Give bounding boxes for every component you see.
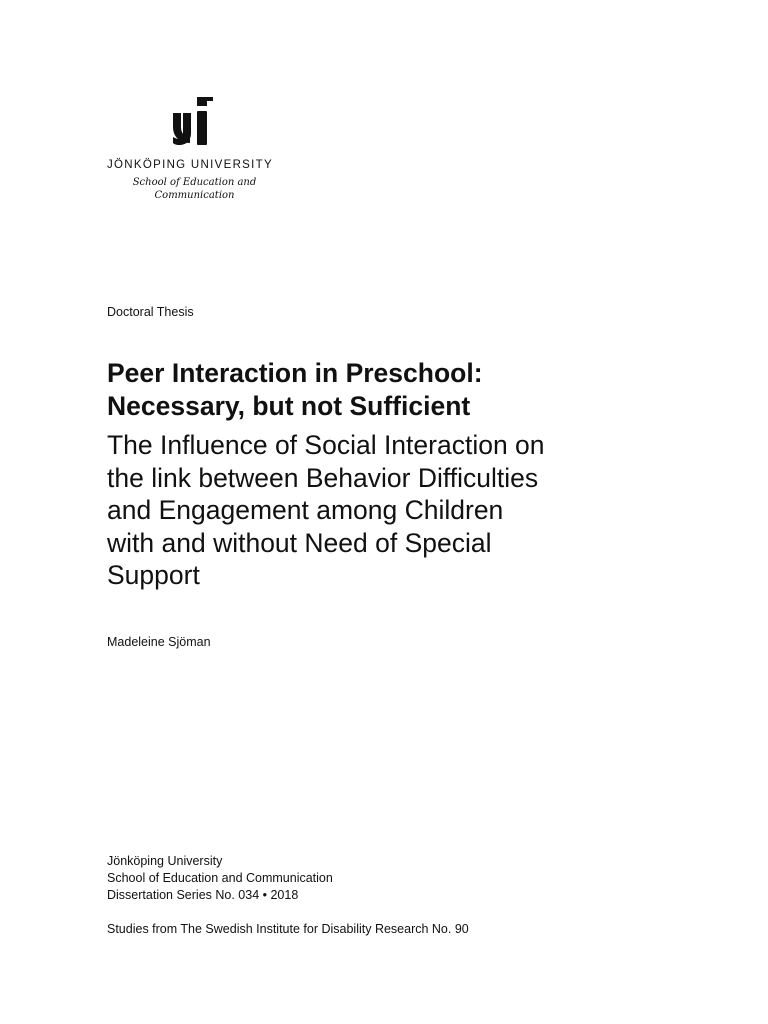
school-name-line: School of Education and (132, 177, 257, 188)
subtitle-line: The Influence of Social Interaction on (107, 430, 545, 460)
subtitle-line: Support (107, 560, 200, 590)
dissertation-series: Dissertation Series No. 034 • 2018 (107, 888, 299, 902)
author-name: Madeleine Sjöman (107, 635, 211, 649)
subtitle-line: with and without Need of Special (107, 527, 492, 558)
title-line: Peer Interaction in Preschool: (107, 358, 483, 388)
thesis-title (107, 357, 667, 423)
publisher-university: Jönköping University (107, 854, 223, 868)
additional-series: Studies from The Swedish Institute for Disability Research No. 90 (107, 922, 469, 936)
school-name (107, 176, 282, 202)
thesis-subtitle (107, 429, 707, 592)
school-name-line: Communication (154, 190, 235, 201)
title-line: Necessary, but not Sufficient (107, 391, 471, 421)
university-name: JÖNKÖPING UNIVERSITY (107, 159, 273, 171)
publisher-school: School of Education and Communication (107, 871, 333, 885)
publisher-block (107, 853, 333, 904)
subtitle-line: the link between Behavior Difficulties (107, 462, 539, 493)
ju-monogram-icon (173, 97, 215, 145)
document-type: Doctoral Thesis (107, 305, 194, 319)
subtitle-line: and Engagement among Children (107, 495, 504, 525)
